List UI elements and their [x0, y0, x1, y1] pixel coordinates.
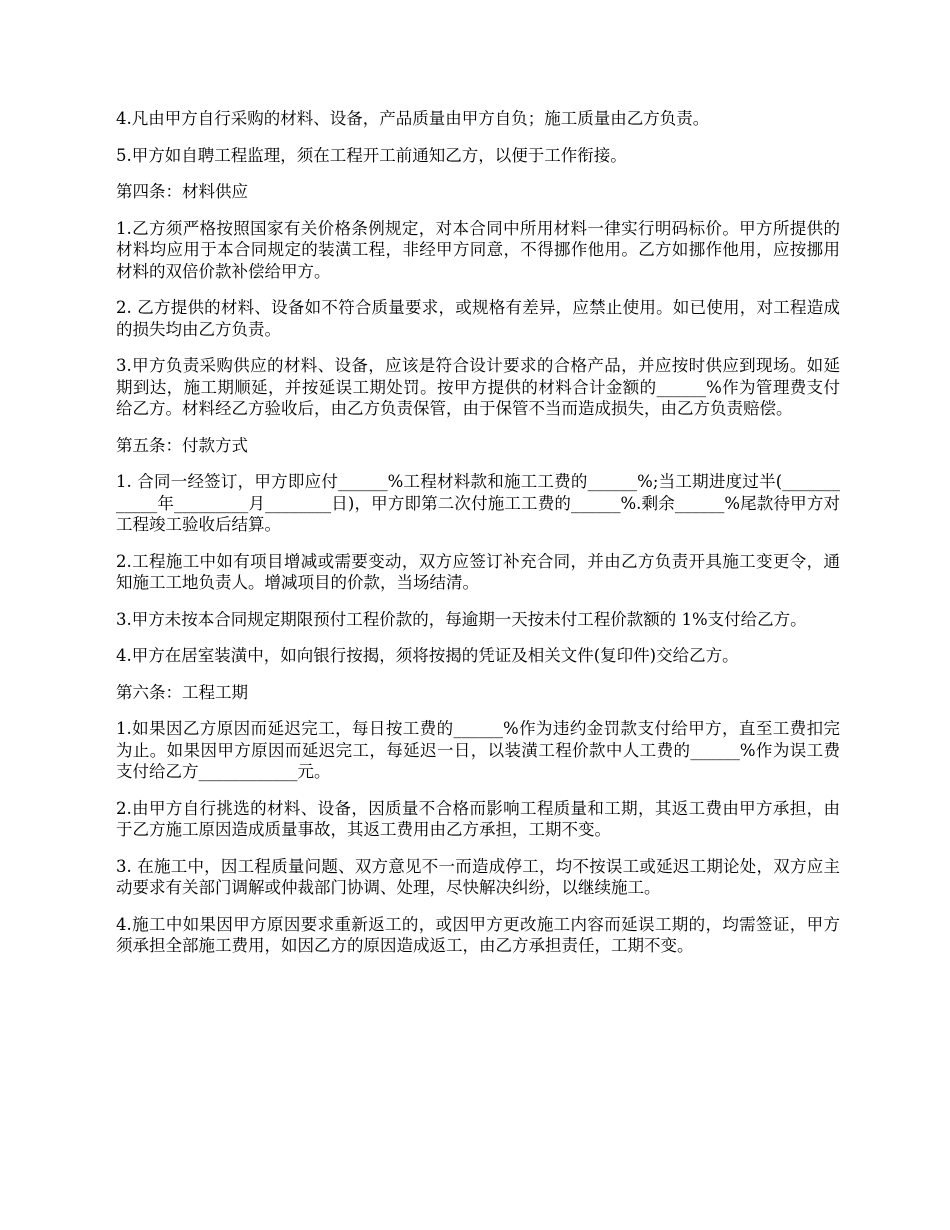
clause-6-item-4: 4.施工中如果因甲方原因要求重新返工的，或因甲方更改施工内容而延误工期的，均需签证，甲方须承担全部施工费用，如因乙方的原因造成返工，由乙方承担责任，工期不变。: [116, 914, 840, 955]
clause-3-item-4: 4.凡由甲方自行采购的材料、设备，产品质量由甲方自负；施工质量由乙方负责。: [116, 109, 710, 128]
section-heading-article-5: 第五条：付款方式: [116, 435, 248, 455]
clause-3-item-5: 5.甲方如自聘工程监理，须在工程开工前通知乙方，以便于工作衔接。: [116, 145, 627, 165]
document-page: [116, 108, 840, 972]
clause-4-item-1: 1.乙方须严格按照国家有关价格条例规定，对本合同中所用材料一律实行明码标价。甲方所提供的材料均应用于本合同规定的装潢工程，非经甲方同意，不得挪作他用。乙方如挪作他用，应按挪用材料的双倍价款补偿给甲方。: [116, 218, 840, 281]
section-heading-article-4: 第四条：材料供应: [116, 182, 248, 201]
clause-6-item-2: 2.由甲方自行挑选的材料、设备，因质量不合格而影响工程质量和工期，其返工费由甲方承担，由于乙方施工原因造成质量事故，其返工费用由乙方承担，工期不变。: [116, 798, 840, 839]
clause-4-item-2: 2. 乙方提供的材料、设备如不符合质量要求，或规格有差异，应禁止使用。如已使用，对工程造成的损失均由乙方负责。: [116, 298, 840, 339]
clause-5-item-1: 1. 合同一经签订，甲方即应付______%工程材料款和施工工费的______%;当工期进度过半(____________年_________月________日)，甲方即第二次付施工工费的______%.剩余______%尾款待甲方对工程竣工验收后结算。: [116, 472, 840, 534]
section-heading-article-6: 第六条：工程工期: [116, 682, 248, 702]
clause-6-item-1: 1.如果因乙方原因而延迟完工，每日按工费的______%作为违约金罚款支付给甲方，直至工费扣完为止。如果因甲方原因而延迟完工，每延迟一日，以装潢工程价款中人工费的______%作为误工费支付给乙方____________元。: [116, 719, 840, 781]
clause-6-item-3: 3. 在施工中，因工程质量问题、双方意见不一而造成停工，均不按误工或延迟工期论处，双方应主动要求有关部门调解或仲裁部门协调、处理，尽快解决纠纷，以继续施工。: [116, 856, 840, 897]
clause-5-item-3: 3.甲方未按本合同规定期限预付工程价款的，每逾期一天按未付工程价款额的 1%支付给乙方。: [116, 609, 807, 629]
clause-5-item-2: 2.工程施工中如有项目增减或需要变动，双方应签订补充合同，并由乙方负责开具施工变更令，通知施工工地负责人。增减项目的价款，当场结清。: [116, 551, 840, 592]
clause-4-item-3: 3.甲方负责采购供应的材料、设备，应该是符合设计要求的合格产品，并应按时供应到现场。如延期到达，施工期顺延，并按延误工期处罚。按甲方提供的材料合计金额的______%作为管理费支付给乙方。材料经乙方验收后，由乙方负责保管，由于保管不当而造成损失，由乙方负责赔偿。: [116, 356, 840, 418]
clause-5-item-4: 4.甲方在居室装潢中，如向银行按揭，须将按揭的凭证及相关文件(复印件)交给乙方。: [116, 646, 739, 665]
